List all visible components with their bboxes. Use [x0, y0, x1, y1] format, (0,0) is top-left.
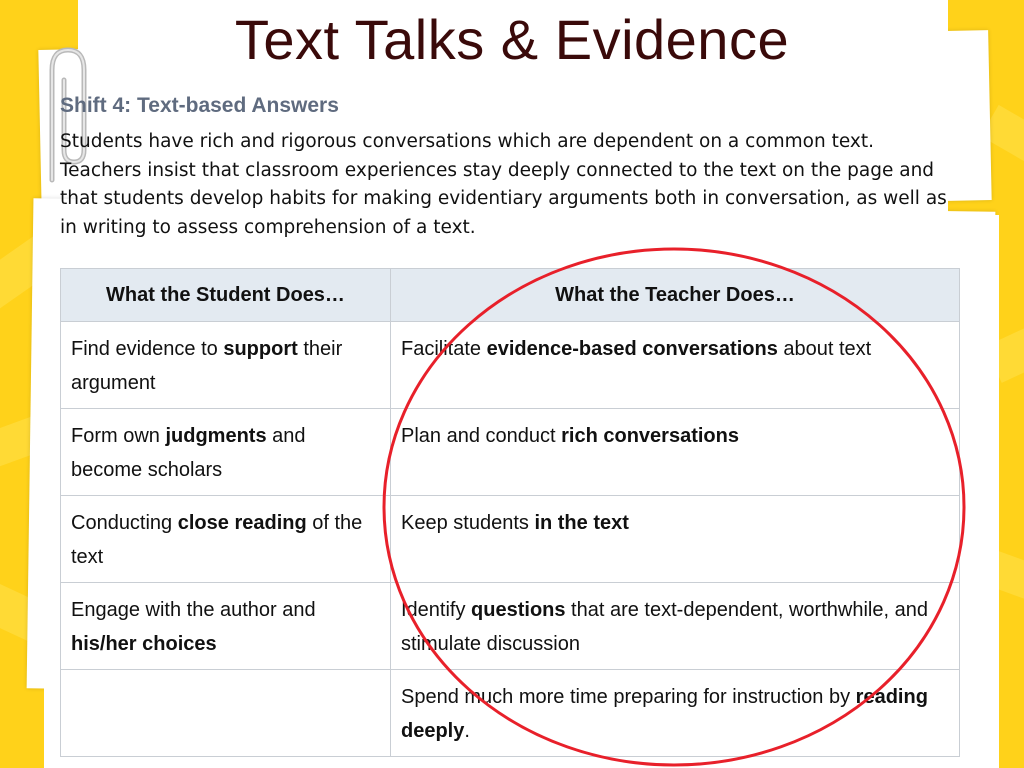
- slide-title: Text Talks & Evidence: [234, 8, 790, 71]
- teacher-cell: [391, 670, 960, 757]
- cell-text: and become scholars: [71, 425, 306, 481]
- cell-text: about text: [777, 338, 872, 360]
- table-header-row: [61, 269, 960, 322]
- student-cell: [61, 583, 391, 670]
- cell-text: Form own: [71, 425, 166, 447]
- table-row: [61, 496, 960, 583]
- teacher-cell: [391, 496, 960, 583]
- column-header-student: What the Student Does…: [61, 269, 391, 322]
- student-teacher-table: [60, 268, 960, 757]
- cell-text: .: [464, 720, 470, 742]
- cell-text: Spend much more time preparing for instruction by: [401, 686, 856, 708]
- cell-text: Engage with the author and: [71, 599, 316, 621]
- cell-text-bold: support: [223, 338, 298, 360]
- cell-text-bold: close reading: [177, 512, 307, 534]
- cell-text-bold: questions: [471, 599, 566, 621]
- cell-text: Keep students: [401, 512, 535, 534]
- student-cell: [61, 409, 391, 496]
- table-row: [61, 409, 960, 496]
- cell-text: Identify: [401, 599, 472, 621]
- table-row: [61, 670, 960, 757]
- teacher-cell: [391, 583, 960, 670]
- shift-heading: Shift 4: Text-based Answers: [60, 94, 339, 117]
- cell-text-bold: rich conversations: [561, 425, 739, 447]
- cell-text: that are text-dependent, worthwhile, and stimulate discussion: [401, 599, 928, 655]
- student-cell: [61, 496, 391, 583]
- column-header-teacher: What the Teacher Does…: [391, 269, 960, 322]
- shift-description: Students have rich and rigorous conversations which are dependent on a common text. Teachers insist that classroom experiences stay deeply connected to the text on the page and that students develop habits for making evidentiary arguments both in conversation, as well as in writing to assess comprehension of a text.: [60, 131, 947, 238]
- cell-text: Facilitate: [401, 338, 487, 360]
- student-cell: [61, 322, 391, 409]
- table-row: [61, 322, 960, 409]
- cell-text-bold: in the text: [534, 512, 629, 534]
- cell-text-bold: evidence-based conversations: [486, 338, 778, 360]
- teacher-cell: [391, 322, 960, 409]
- cell-text: Find evidence to: [71, 338, 224, 360]
- cell-text-bold: judgments: [165, 425, 267, 447]
- cell-text-bold: reading deeply: [401, 686, 928, 742]
- student-cell-empty: [61, 670, 391, 757]
- table-row: [61, 583, 960, 670]
- teacher-cell: [391, 409, 960, 496]
- cell-text: Conducting: [71, 512, 178, 534]
- cell-text: Plan and conduct: [401, 425, 562, 447]
- cell-text: of the text: [71, 512, 363, 568]
- cell-text: their argument: [71, 338, 343, 394]
- cell-text-bold: his/her choices: [71, 633, 217, 655]
